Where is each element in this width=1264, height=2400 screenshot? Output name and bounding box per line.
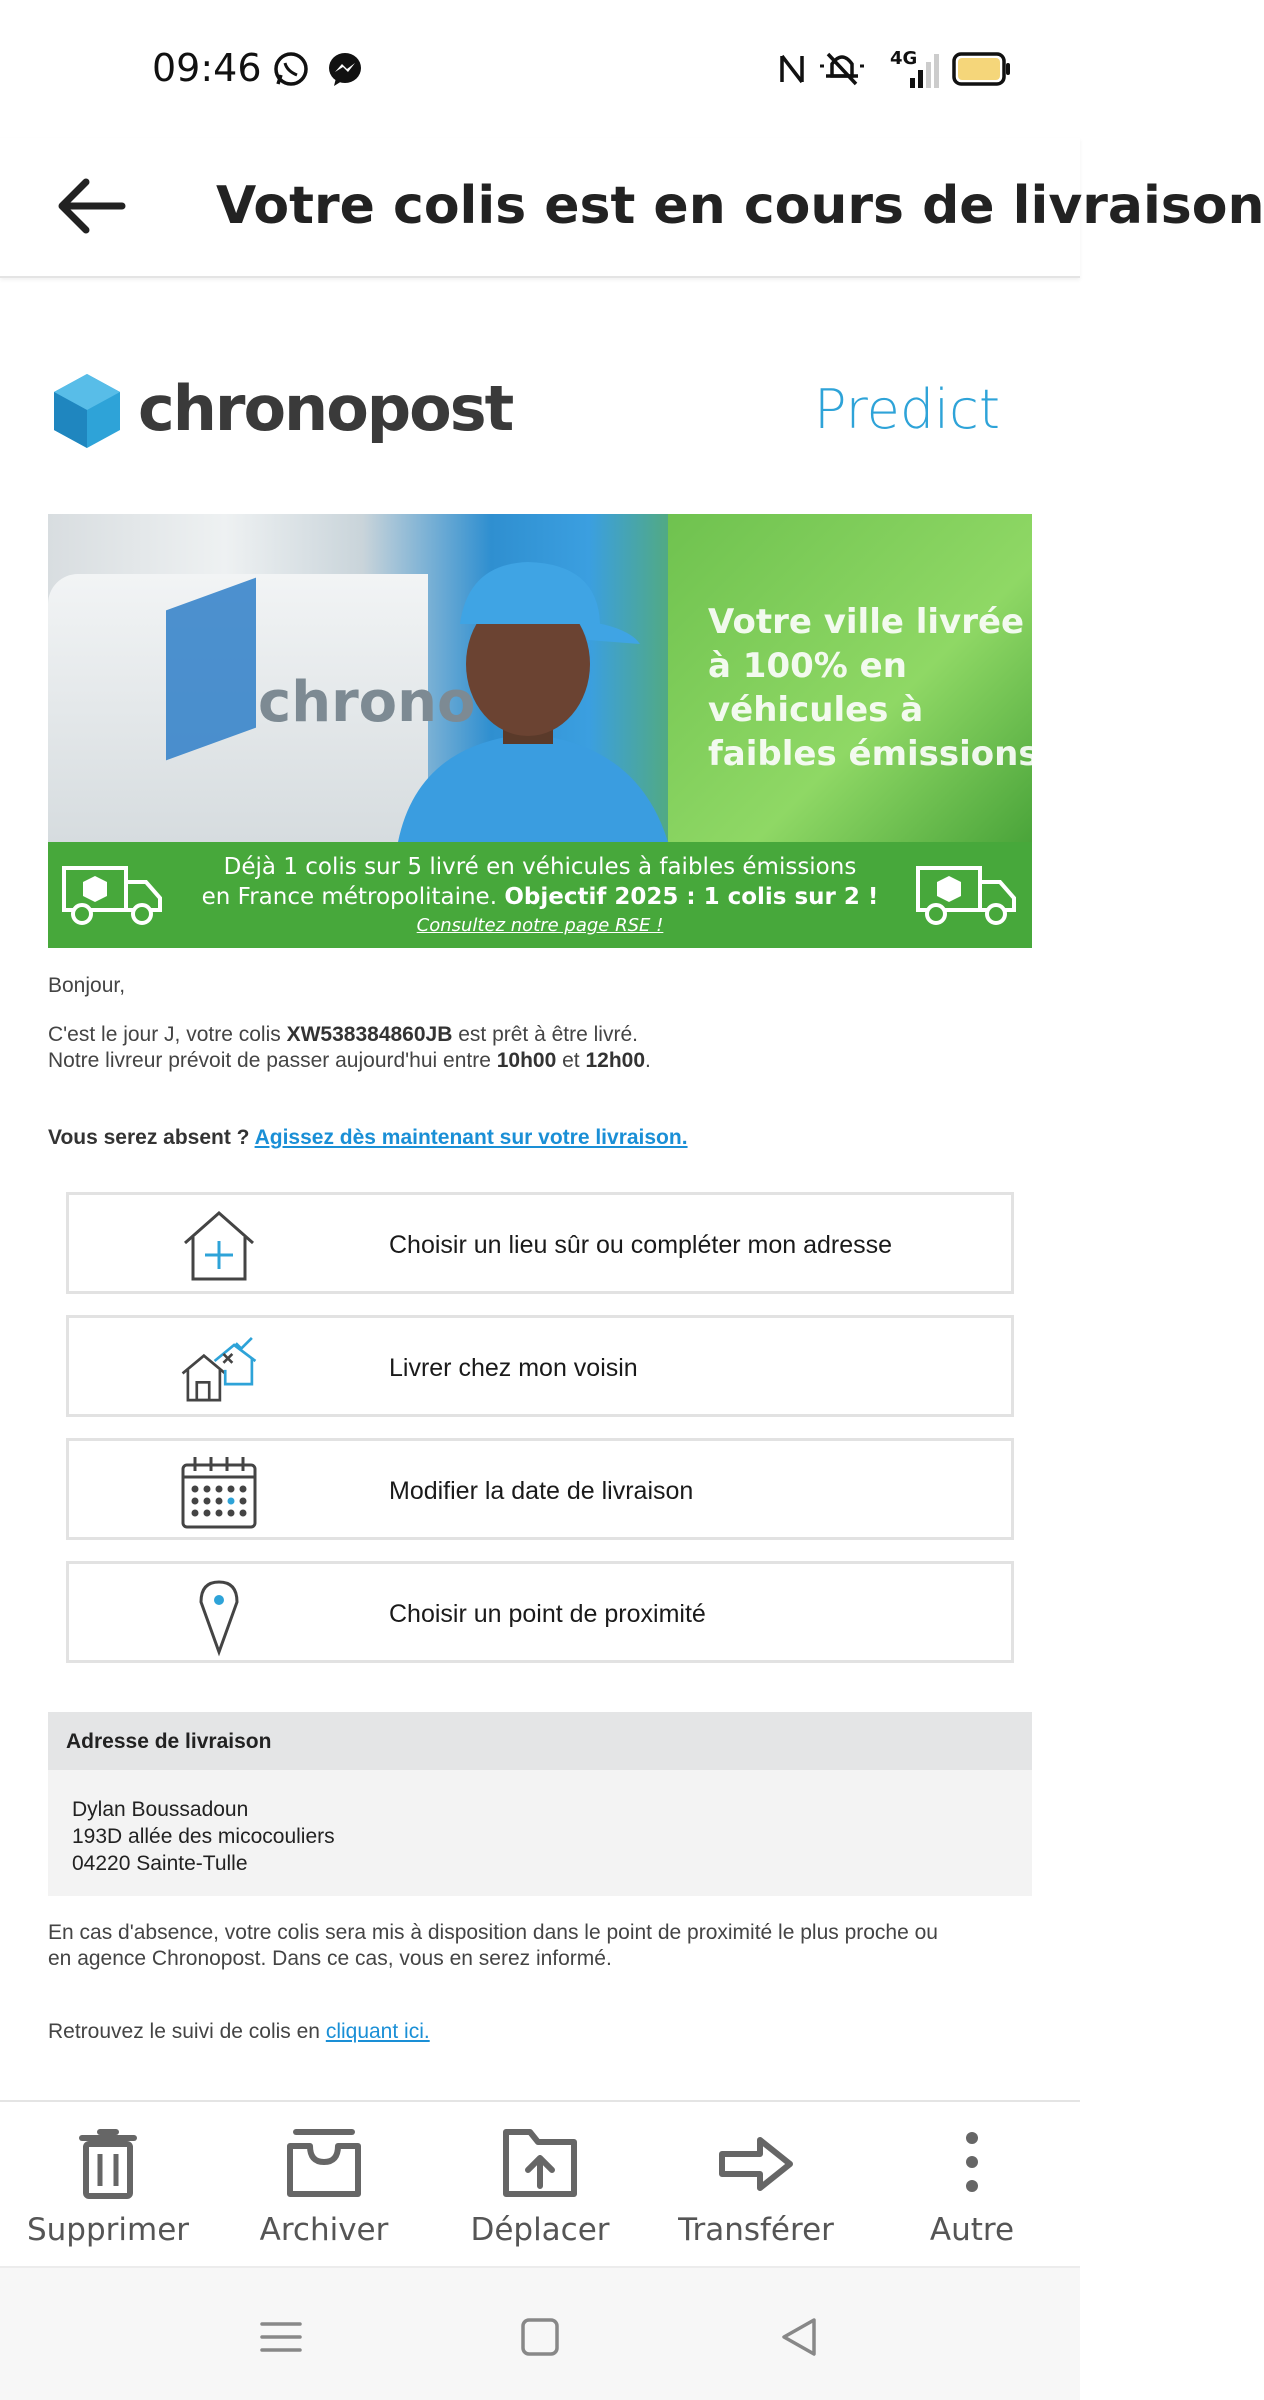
absence-note [48,1920,1048,1972]
para-line1-prefix: C'est le jour J, votre colis [48,1023,287,1046]
signal-4g-icon [884,50,940,90]
trash-icon [68,2128,148,2198]
move-folder-icon [500,2128,580,2198]
address-city: 04220 Sainte-Tulle [72,1852,248,1875]
battery-icon [952,52,1012,86]
logo-row [48,366,1032,462]
forward-label: Transférer [678,2212,834,2248]
neighbor-delivery-label: Livrer chez mon voisin [389,1354,638,1382]
change-date-button[interactable] [66,1438,1014,1540]
map-pin-icon [179,1576,259,1654]
eco-van-icon-right [914,860,1018,930]
para-line2-prefix: Notre livreur prévoit de passer aujourd'hui entre [48,1049,497,1072]
email-subject-title: Votre colis est en cours de livraison [216,176,1264,236]
absence-note-line-1: En cas d'absence, votre colis sera mis à disposition dans le point de proximité le plus proche ou [48,1921,938,1944]
promo-banner[interactable] [48,514,1039,948]
delivery-address-box [48,1712,1032,1896]
archive-label: Archiver [259,2212,389,2248]
archive-icon [284,2128,364,2198]
nfc-icon [778,52,806,86]
forward-arrow-icon [716,2128,796,2198]
delete-label: Supprimer [26,2212,190,2248]
network-label: 4G [890,48,918,69]
tracking-link[interactable]: cliquant ici. [325,2020,430,2043]
time-window-period: . [645,1049,651,1072]
chronopost-cube-icon [52,372,122,450]
banner-van-image [48,574,476,842]
change-date-label: Modifier la date de livraison [389,1477,694,1505]
delivery-address-heading: Adresse de livraison [66,1730,272,1753]
banner-van-text: chrono [258,670,476,735]
banner-green-text: Votre ville livrée à 100% en véhicules à faibles émissions [708,602,1039,774]
delivery-info-paragraph [48,1022,651,1074]
banner-line-2-bold: Objectif 2025 : 1 colis sur 2 ! [504,884,879,910]
back-triangle-icon[interactable] [774,2312,824,2362]
messenger-icon [326,50,364,88]
absence-note-line-2: en agence Chronopost. Dans ce cas, vous en serez informé. [48,1947,612,1970]
absent-prompt [48,1126,688,1150]
pickup-point-label: Choisir un point de proximité [389,1600,706,1628]
para-line1-suffix: est prêt à être livré. [452,1023,638,1046]
app-header [0,138,1264,278]
chronopost-logo-text: chronopost [138,372,513,445]
house-plus-icon [179,1207,259,1285]
greeting-text: Bonjour, [48,974,126,997]
delivery-address-lines [72,1796,335,1877]
pickup-point-button[interactable] [66,1561,1014,1663]
predict-logo-text: Predict [814,378,1000,441]
more-button[interactable] [864,2102,1080,2266]
home-square-icon[interactable] [515,2312,565,2362]
banner-green-van [668,514,1039,842]
eco-van-icon [60,860,164,930]
status-time: 09:46 [152,46,262,90]
back-arrow-icon[interactable] [52,166,132,246]
banner-strip-text [198,852,882,940]
safe-place-label: Choisir un lieu sûr ou compléter mon adresse [389,1231,893,1259]
predict-logo [814,378,1000,441]
act-on-delivery-link[interactable]: Agissez dès maintenant sur votre livraison. [254,1126,688,1149]
menu-icon[interactable] [256,2312,306,2362]
silent-icon [818,48,866,88]
delete-button[interactable] [0,2102,216,2266]
neighbor-houses-icon [179,1330,259,1408]
move-label: Déplacer [470,2212,610,2248]
email-action-bar [0,2100,1080,2264]
system-nav-bar [0,2266,1080,2400]
banner-strip [48,842,1032,948]
safe-place-button[interactable] [66,1192,1014,1294]
recipient-name: Dylan Boussadoun [72,1798,249,1821]
neighbor-delivery-button[interactable] [66,1315,1014,1417]
time-window-and: et [556,1049,586,1072]
tracking-follow-text [48,2020,430,2044]
status-bar [0,0,1080,138]
absent-question: Vous serez absent ? [48,1126,255,1149]
whatsapp-icon [272,50,310,88]
forward-button[interactable] [648,2102,864,2266]
move-button[interactable] [432,2102,648,2266]
archive-button[interactable] [216,2102,432,2266]
email-body[interactable] [0,280,1080,2100]
banner-line-2-normal: en France métropolitaine. [201,884,505,910]
more-vertical-icon [932,2128,1012,2198]
calendar-icon [179,1453,259,1531]
tracking-number: XW538384860JB [286,1023,453,1046]
rse-page-link[interactable]: Consultez notre page RSE ! [416,915,664,936]
courier-photo [378,554,678,842]
address-street: 193D allée des micocouliers [72,1825,335,1848]
time-window-end: 12h00 [585,1049,646,1072]
delivery-address-header [48,1712,1032,1770]
suivi-prefix: Retrouvez le suivi de colis en [48,2020,326,2043]
more-label: Autre [929,2212,1015,2248]
banner-line-1: Déjà 1 colis sur 5 livré en véhicules à faibles émissions [223,854,857,880]
time-window-start: 10h00 [496,1049,557,1072]
